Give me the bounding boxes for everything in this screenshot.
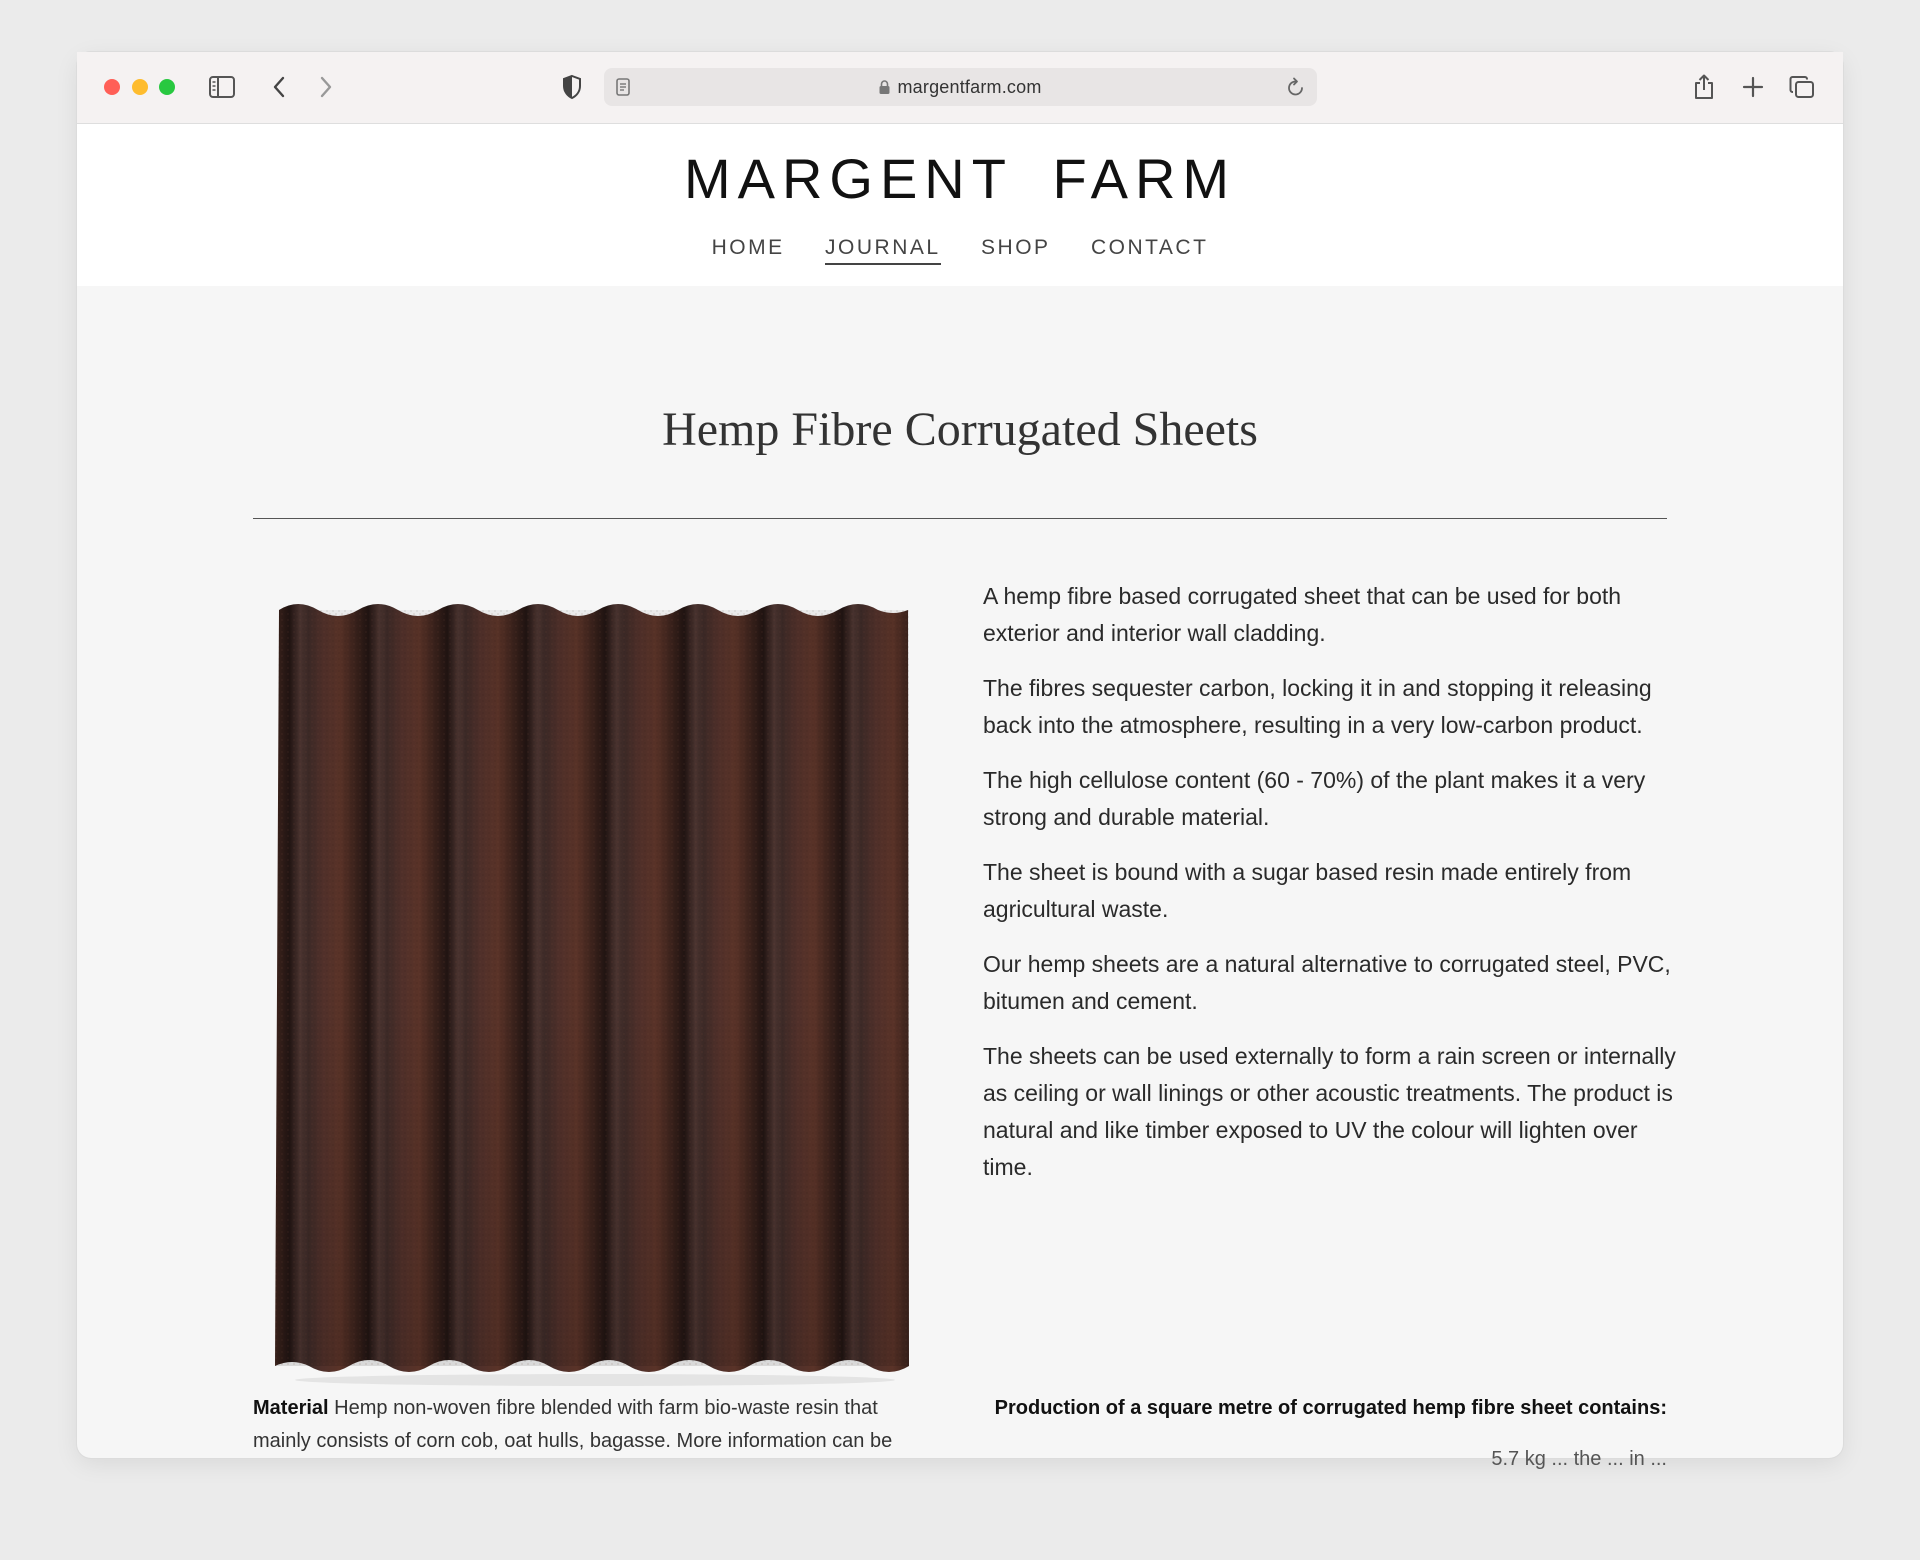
- page-title: Hemp Fibre Corrugated Sheets: [662, 403, 1258, 456]
- site-logo[interactable]: MARGENT FARM: [683, 147, 1237, 210]
- paragraph: The fibres sequester carbon, locking it in and stopping it releasing back into the atmosphere, resulting in a very low-carbon product.: [983, 675, 1652, 738]
- shield-icon[interactable]: [557, 72, 587, 102]
- material-info: [253, 1392, 933, 1458]
- product-image: [275, 600, 919, 1390]
- nav-journal[interactable]: JOURNAL: [825, 236, 941, 265]
- reload-icon[interactable]: [1287, 77, 1305, 102]
- paragraph: A hemp fibre based corrugated sheet that can be used for both exterior and interior wall cladding.: [983, 583, 1622, 646]
- minimize-window-button[interactable]: [132, 79, 148, 95]
- production-heading: Production of a square metre of corrugated hemp fibre sheet contains:: [994, 1397, 1667, 1419]
- maximize-window-button[interactable]: [159, 79, 175, 95]
- nav-home[interactable]: HOME: [711, 236, 785, 259]
- nav-shop[interactable]: SHOP: [981, 236, 1051, 259]
- material-label: Material: [253, 1397, 329, 1419]
- lock-icon: [879, 78, 890, 99]
- browser-window: [77, 52, 1843, 1470]
- share-icon[interactable]: [1689, 72, 1719, 102]
- paragraph: The sheets can be used externally to form a rain screen or internally as ceiling or wall linings or other acoustic treatments. The product is natural and like timber exposed to UV the colour will lighten over time.: [983, 1043, 1676, 1180]
- production-text-cut: 5.7 kg ... the ... in ...: [1491, 1448, 1667, 1470]
- title-divider: [253, 518, 1667, 519]
- article-description: [983, 578, 1683, 1204]
- url-text: margentfarm.com: [897, 77, 1042, 97]
- nav-contact[interactable]: CONTACT: [1090, 236, 1209, 259]
- new-tab-icon[interactable]: [1738, 72, 1768, 102]
- tabs-icon[interactable]: [1787, 72, 1817, 102]
- address-bar[interactable]: [604, 68, 1317, 106]
- paragraph: The high cellulose content (60 - 70%) of the plant makes it a very strong and durable material.: [983, 767, 1646, 830]
- url-display[interactable]: [604, 77, 1317, 99]
- browser-toolbar: [77, 52, 1843, 124]
- close-window-button[interactable]: [104, 79, 120, 95]
- main-nav: [77, 236, 1843, 265]
- forward-icon[interactable]: [311, 72, 341, 102]
- sidebar-icon[interactable]: [207, 72, 237, 102]
- site-header: [77, 124, 1843, 286]
- paragraph: Our hemp sheets are a natural alternative to corrugated steel, PVC, bitumen and cement.: [983, 951, 1671, 1014]
- paragraph: The sheet is bound with a sugar based resin made entirely from agricultural waste.: [983, 859, 1632, 922]
- back-icon[interactable]: [264, 72, 294, 102]
- material-text: Hemp non-woven fibre blended with farm bio-waste resin that mainly consists of corn cob, oat hulls, bagasse. More information can be: [253, 1397, 893, 1452]
